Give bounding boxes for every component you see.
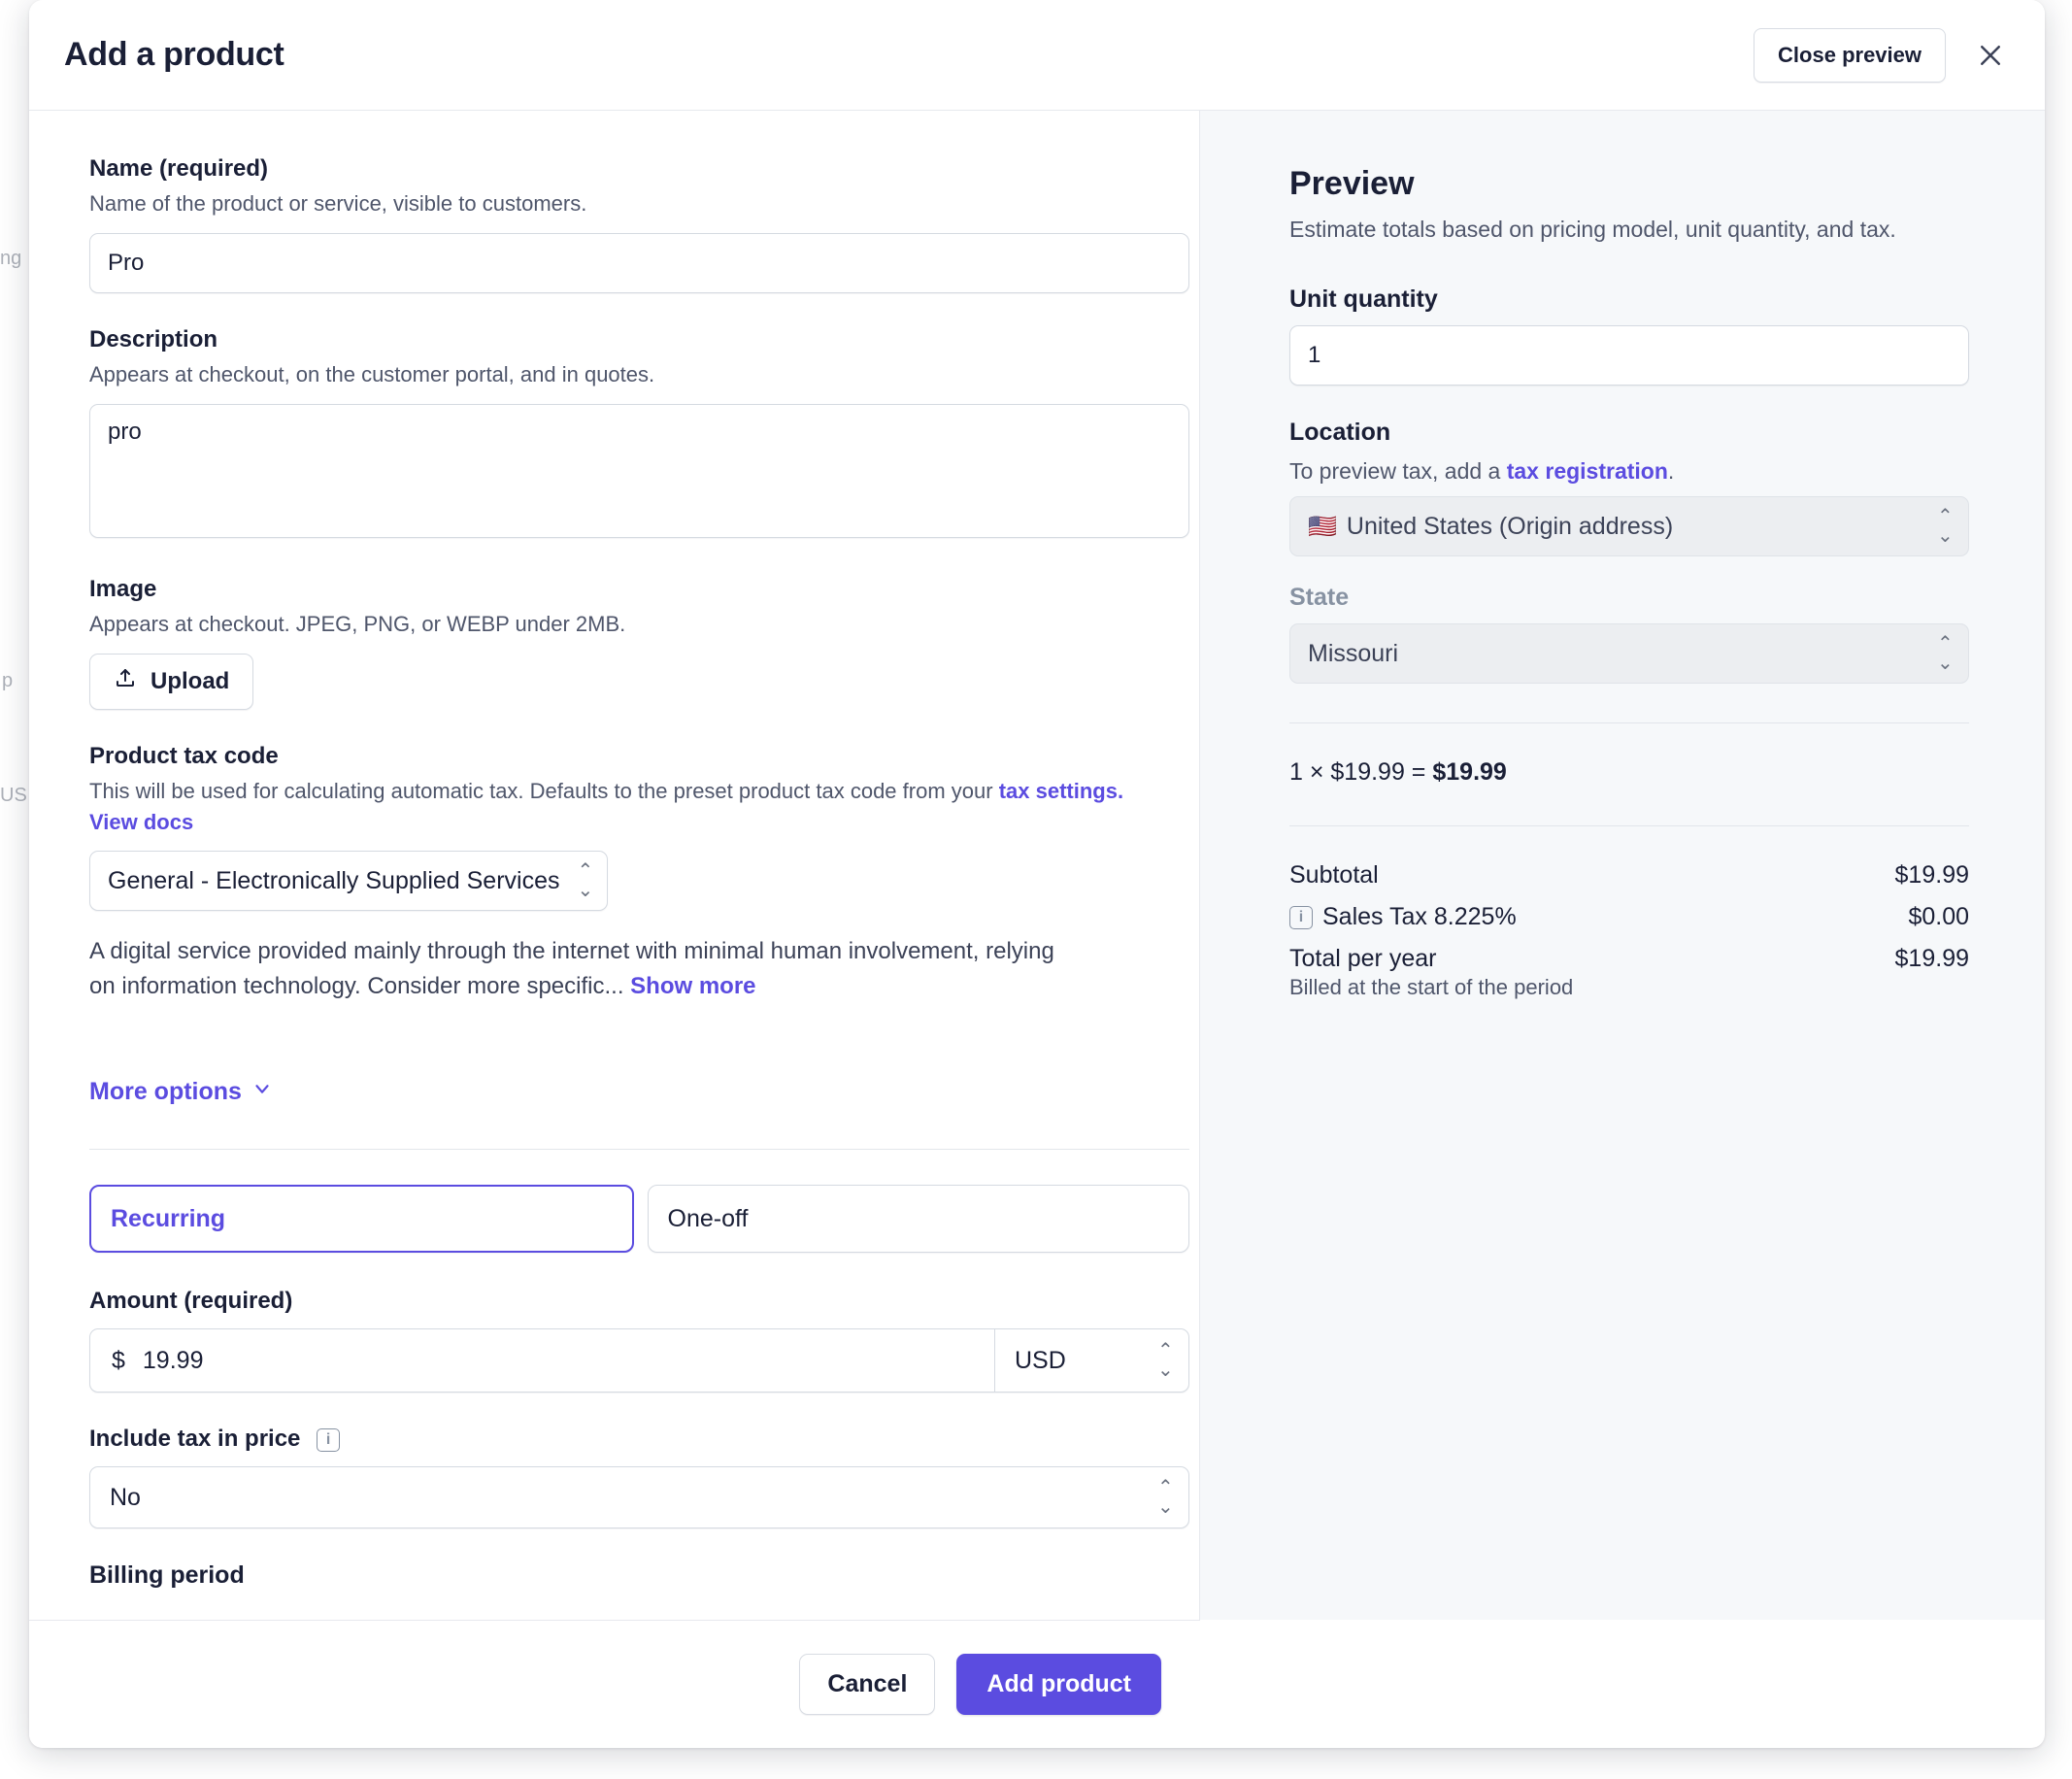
total-label: Total per year: [1289, 945, 1437, 972]
info-icon[interactable]: i: [317, 1428, 340, 1452]
modal-body: [29, 111, 2045, 1620]
more-options-label: More options: [89, 1078, 242, 1106]
add-product-modal: [29, 0, 2045, 1748]
tax-code-field-group: [89, 743, 1160, 1005]
tax-code-description-text: A digital service provided mainly through the internet with minimal human involvement, relying on information technology. Consider more specific...: [89, 938, 1054, 1000]
pricing-type-recurring[interactable]: Recurring: [89, 1185, 634, 1253]
preview-title: Preview: [1289, 165, 1415, 202]
include-tax-label: [89, 1426, 1160, 1453]
chevron-down-icon: [251, 1078, 273, 1106]
currency-value: USD: [1015, 1346, 1066, 1374]
chevron-updown-icon: ⌃ ⌄: [1157, 1477, 1174, 1519]
tax-settings-link[interactable]: tax settings.: [998, 778, 1124, 803]
billing-note: Billed at the start of the period: [1289, 975, 1574, 999]
sales-tax-value: $0.00: [1908, 903, 1969, 930]
tax-registration-link[interactable]: tax registration: [1506, 458, 1668, 484]
location-help-prefix: To preview tax, add a: [1289, 458, 1501, 484]
pricing-type-one-off[interactable]: One-off: [648, 1185, 1190, 1253]
location-value: United States (Origin address): [1346, 512, 1674, 540]
calculation-expression: 1 × $19.99 =: [1289, 758, 1433, 786]
chevron-updown-icon: ⌃ ⌄: [1157, 1340, 1174, 1382]
subtotal-value: $19.99: [1894, 861, 1969, 889]
preview-divider-2: [1289, 825, 1969, 826]
tax-code-selected-value: General - Electronically Supplied Services: [108, 866, 560, 894]
name-input[interactable]: [89, 233, 1189, 293]
product-form: [29, 111, 1199, 1620]
show-more-link[interactable]: Show more: [630, 973, 756, 1000]
currency-select[interactable]: [994, 1329, 1188, 1392]
description-label: Description: [89, 325, 218, 352]
info-icon[interactable]: i: [1289, 906, 1313, 929]
location-label: Location: [1289, 419, 1391, 446]
name-help: Name of the product or service, visible to customers.: [89, 191, 587, 216]
totals-row-total: [1289, 945, 1969, 973]
total-value: $19.99: [1894, 945, 1969, 972]
chevron-updown-icon: ⌃ ⌄: [1937, 506, 1954, 547]
sales-tax-label: Sales Tax 8.225%: [1322, 903, 1517, 930]
state-group: [1289, 584, 1969, 684]
background-text-2: p: [2, 670, 14, 691]
currency-symbol: $: [112, 1346, 125, 1374]
preview-subtitle: Estimate totals based on pricing model, unit quantity, and tax.: [1289, 217, 1896, 242]
totals-row-sales-tax: [1289, 903, 1969, 931]
add-product-button[interactable]: Add product: [956, 1654, 1161, 1715]
image-field-group: [89, 576, 1160, 710]
more-options-toggle[interactable]: [89, 1078, 273, 1106]
tax-code-help: [89, 776, 1177, 838]
image-label: Image: [89, 575, 157, 602]
description-help: Appears at checkout, on the customer portal, and in quotes.: [89, 361, 655, 386]
tax-code-select[interactable]: [89, 851, 608, 911]
state-value: Missouri: [1308, 639, 1399, 667]
background-text-3: US: [0, 785, 27, 806]
preview-panel: [1199, 111, 2045, 1620]
tax-code-description: [89, 934, 1070, 1004]
include-tax-label-text: Include tax in price: [89, 1426, 301, 1453]
include-tax-field-group: [89, 1426, 1174, 1528]
name-label: Name (required): [89, 155, 269, 182]
modal-header: [29, 0, 2045, 111]
page-title: Add a product: [64, 36, 284, 73]
background-text-1: ng: [0, 248, 22, 269]
description-field-group: [89, 326, 1160, 543]
tax-code-help-text: This will be used for calculating automatic tax. Defaults to the preset product tax code from your: [89, 778, 993, 803]
include-tax-select[interactable]: [89, 1466, 1189, 1528]
cancel-button[interactable]: Cancel: [799, 1654, 935, 1715]
close-preview-button[interactable]: Close preview: [1754, 28, 1946, 83]
location-select[interactable]: [1289, 496, 1969, 556]
form-divider: [89, 1149, 1189, 1150]
calculation-line: [1289, 758, 1969, 787]
location-group: [1289, 419, 1969, 556]
chevron-updown-icon: ⌃ ⌄: [1937, 633, 1954, 674]
amount-field-group: [89, 1288, 1174, 1393]
location-help: [1289, 458, 1969, 485]
modal-footer: [29, 1620, 1200, 1748]
unit-quantity-input[interactable]: [1289, 325, 1969, 386]
subtotal-label: Subtotal: [1289, 861, 1379, 889]
amount-input-row: [89, 1328, 1189, 1393]
include-tax-value: No: [110, 1483, 141, 1511]
state-label: State: [1289, 584, 1350, 611]
upload-icon: [114, 666, 137, 696]
totals-row-subtotal: [1289, 861, 1969, 890]
calculation-result: $19.99: [1432, 758, 1507, 786]
preview-divider-1: [1289, 722, 1969, 723]
upload-button[interactable]: [89, 654, 253, 710]
state-select[interactable]: [1289, 623, 1969, 684]
billing-period-label: Billing period: [89, 1561, 245, 1590]
header-actions: [1754, 28, 2010, 83]
upload-button-label: Upload: [150, 667, 230, 694]
pricing-type-toggle: [89, 1185, 1189, 1253]
tax-code-label: Product tax code: [89, 742, 279, 769]
view-docs-link[interactable]: View docs: [89, 809, 194, 834]
amount-input[interactable]: [90, 1329, 994, 1392]
chevron-updown-icon: ⌃ ⌄: [577, 860, 594, 902]
close-icon[interactable]: [1971, 36, 2010, 75]
amount-label: Amount (required): [89, 1288, 293, 1315]
name-field-group: [89, 155, 1160, 293]
image-help: Appears at checkout. JPEG, PNG, or WEBP under 2MB.: [89, 611, 626, 636]
us-flag-icon: 🇺🇸: [1308, 513, 1337, 540]
location-help-suffix: .: [1667, 458, 1675, 484]
description-textarea[interactable]: [89, 404, 1189, 538]
amount-value: 19.99: [142, 1346, 204, 1374]
unit-quantity-group: [1289, 285, 1969, 386]
unit-quantity-label: Unit quantity: [1289, 285, 1438, 313]
